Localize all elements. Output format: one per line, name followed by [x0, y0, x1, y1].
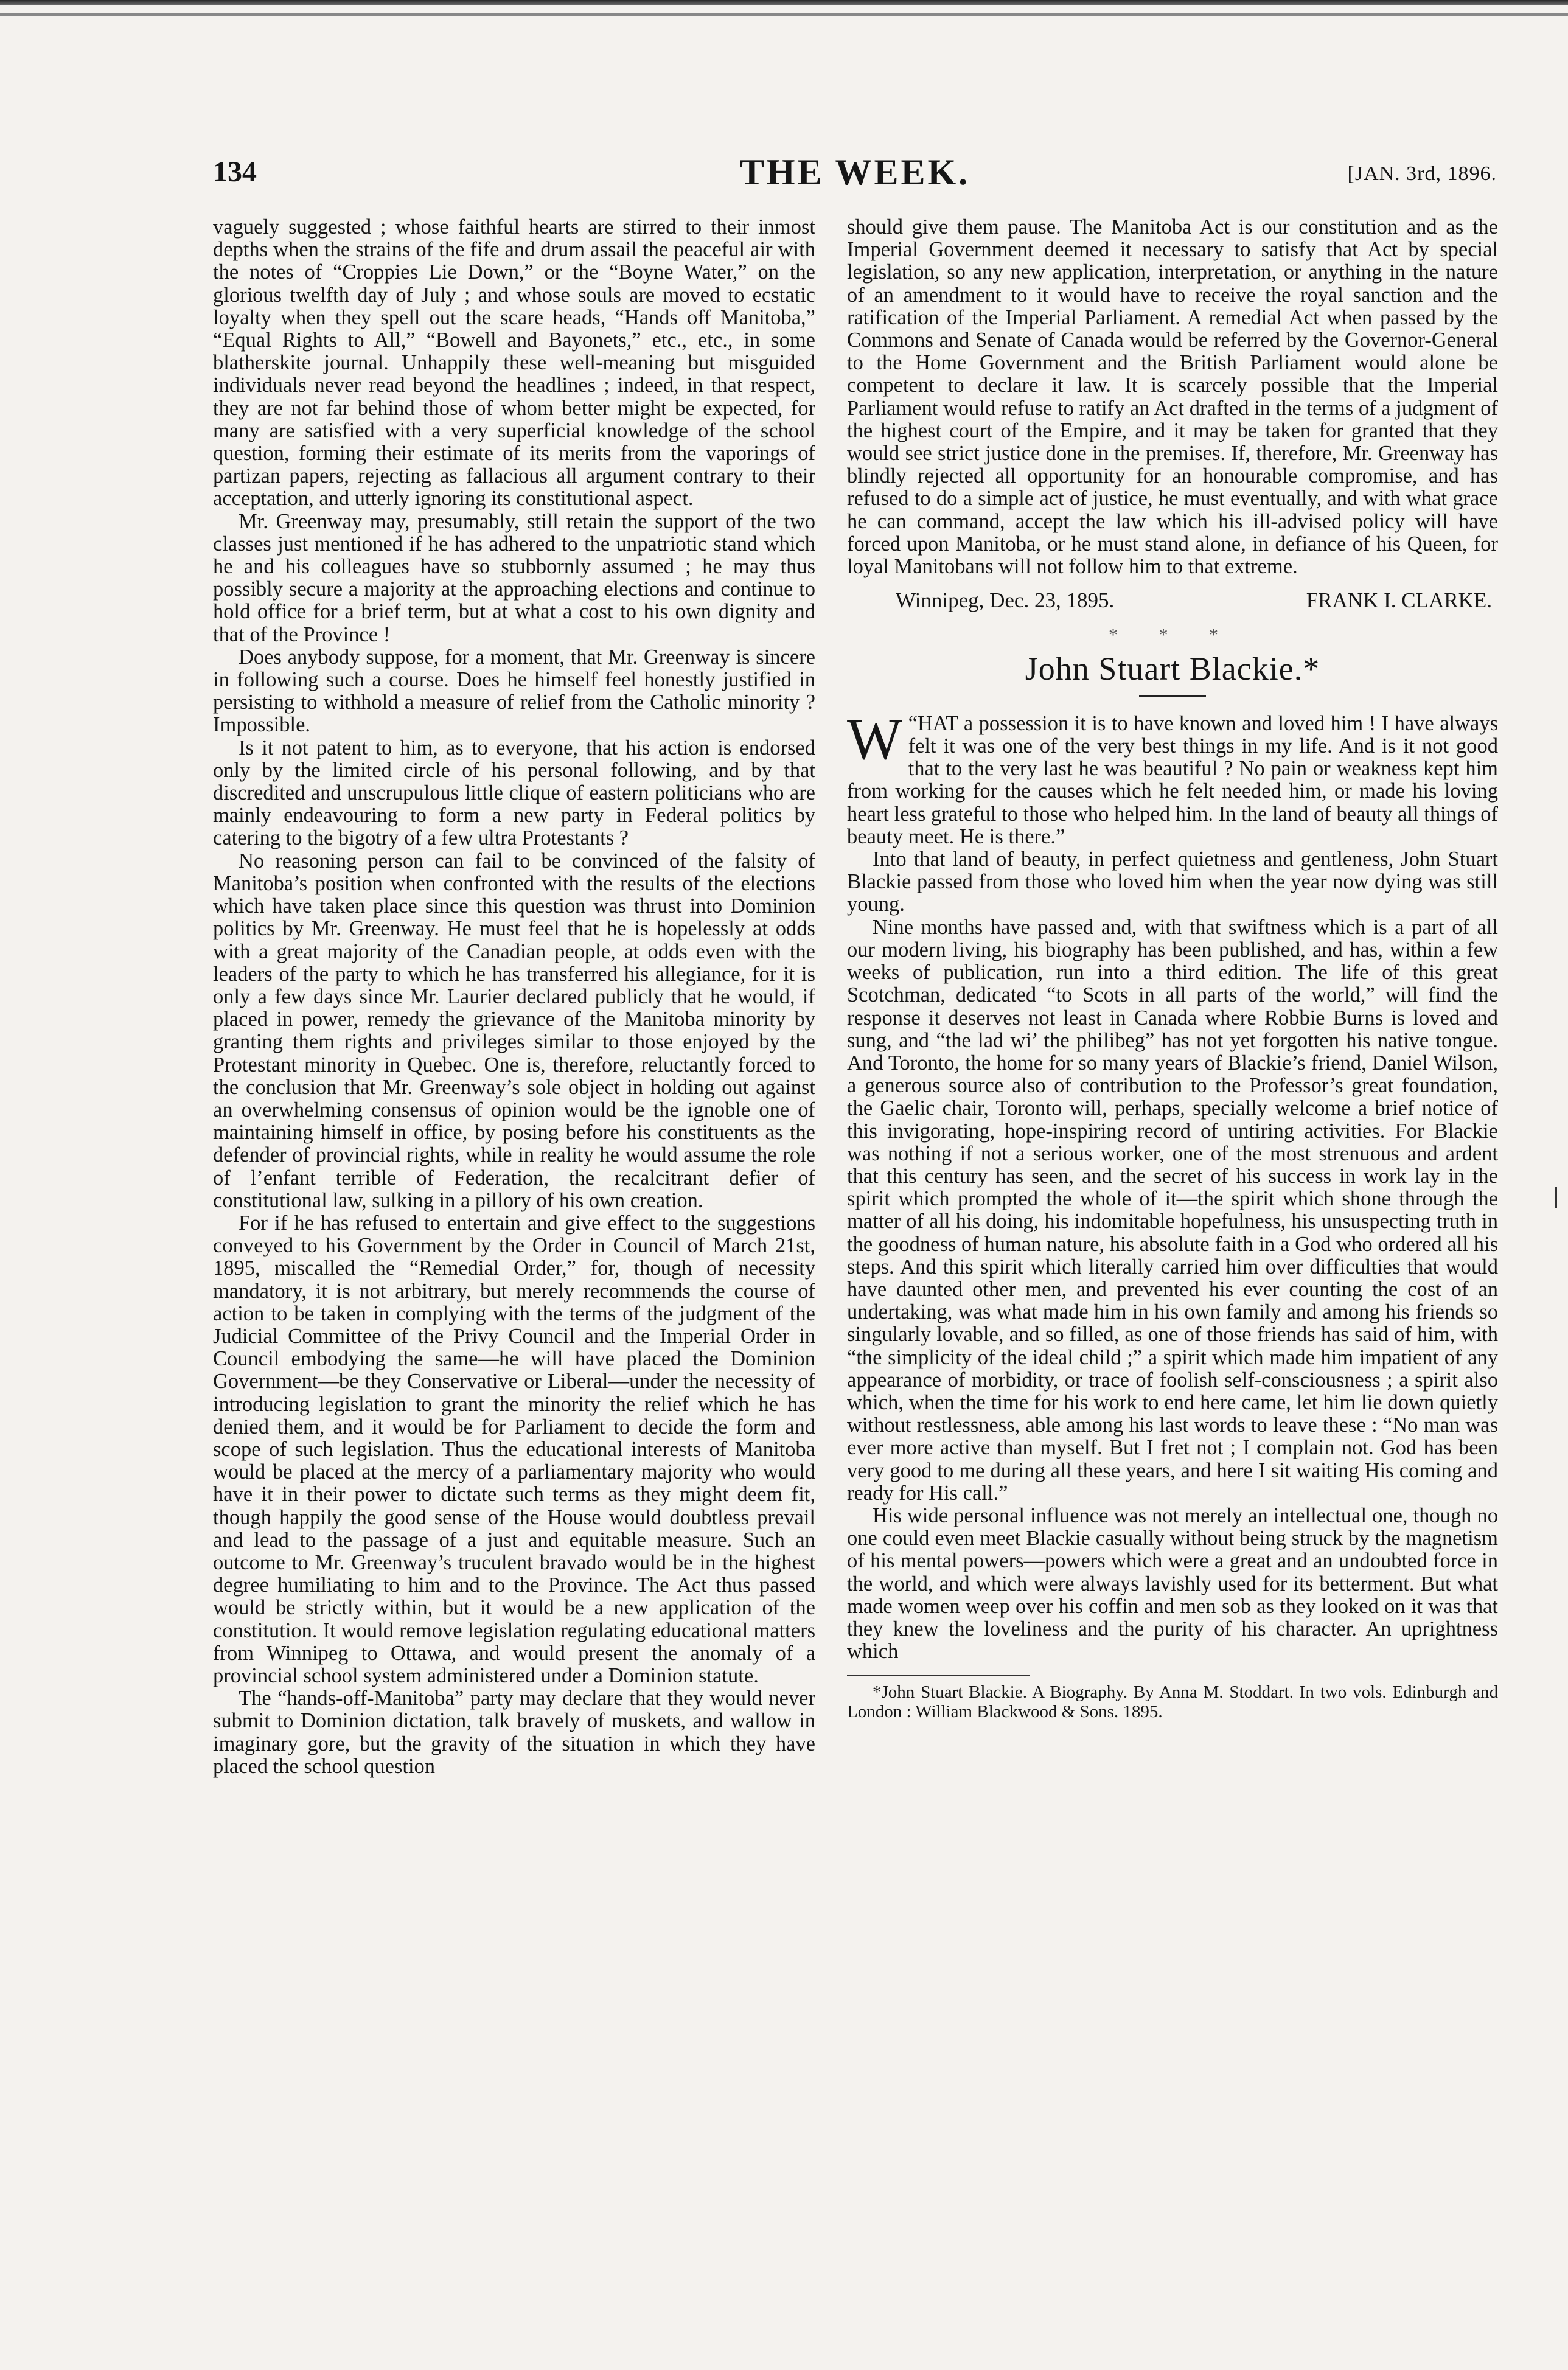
- paragraph: Is it not patent to him, as to everyone, that his action is endorsed only by the limited circle of his personal following, and by that discredited and unscrupulous little clique of eastern politicians who are mainly endeavouring to form a new party in Federal politics by catering to the bigotry of a few ultra Protestants ?: [213, 736, 815, 850]
- paragraph: vaguely suggested ; whose faithful hearts are stirred to their inmost depths when the strains of the fife and drum assail the peaceful air with the notes of “Croppies Lie Down,” or the “Boyne Water,” on the glorious twelfth day of July ; and whose souls are moved to ecstatic loyalty when they spell out the scare heads, “Hands off Manitoba,” “Equal Rights to All,” “Bowell and Bayonets,” etc., etc., in some blatherskite journal. Unhappily these well-meaning but misguided individuals never read beyond the headlines ; indeed, in that respect, they are not far behind those of whom better might be expected, for many are satisfied with a very superficial knowledge of the school question, forming their estimate of its merits from the vaporings of partizan papers, rejecting as fallacious all argument contrary to their acceptation, and utterly ignoring its constitutional aspect.: [213, 215, 815, 511]
- paragraph: Mr. Greenway may, presumably, still retain the support of the two classes just mentioned if he has adhered to the unpatriotic stand which he and his colleagues have so stubbornly assumed ; he may thus possibly secure a majority at the approaching elections and continue to hold office for a brief term, but at what a cost to his own dignity and that of the Province !: [213, 509, 815, 646]
- opening-paragraph: [847, 706, 1498, 848]
- dateline: [847, 589, 1498, 612]
- paragraph: For if he has refused to entertain and give effect to the suggestions conveyed to his Government by the Order in Council of March 21st, 1895, miscalled the “Remedial Order,” for, though of necessity mandatory, it is not arbitrary, but merely recommends the course of action to be taken in complying with the terms of the judgment of the Judicial Committee of the Privy Council and the Imperial Order in Council embodying the same—he will have placed the Dominion Government—be they Conservative or Liberal—under the necessity of introducing legislation to grant the minority the relief which he has denied them, and it would be for Parliament to decide the form and scope of such legislation. Thus the educational interests of Manitoba would be placed at the mercy of a parliamentary majority who would have it in their power to dictate such terms as they might deem fit, though happily the good sense of the House would doubtless prevail and lead to the passage of a just and equitable measure. Such an outcome to Mr. Greenway’s truculent bravado would be in the highest degree humiliating to him and to the Province. The Act thus passed would be strictly within, but it would be a new application of the constitution. It would remove legislation regulating educational matters from Winnipeg to Ottawa, and would present the anomaly of a provincial school system administered under a Dominion statute.: [213, 1211, 815, 1687]
- page-number: 134: [213, 156, 257, 188]
- footnote-rule: [847, 1675, 1030, 1676]
- top-border-rule: [0, 0, 1568, 5]
- footnote: *John Stuart Blackie. A Biography. By Anna M. Stoddart. In two vols. Edinburgh and London : William Blackwood & Sons. 1895.: [847, 1682, 1498, 1722]
- journal-title: THE WEEK.: [739, 152, 970, 192]
- section-separator: * * *: [1109, 625, 1236, 646]
- paragraph: Into that land of beauty, in perfect quietness and gentleness, John Stuart Blackie passed from those who loved him when the year now dying was still young.: [847, 848, 1498, 916]
- article-title: John Stuart Blackie.*: [1025, 650, 1320, 687]
- paragraph: The “hands-off-Manitoba” party may declare that they would never submit to Dominion dictation, talk bravely of muskets, and wallow in imaginary gore, but the gravity of the situation in which they have placed the school question: [213, 1687, 815, 1778]
- continuation-paragraph: should give them pause. The Manitoba Act is our constitution and as the Imperial Government deemed it necessary to satisfy that Act by special legislation, so any new application, interpretation, or anything in the nature of an amendment to it would have to receive the royal sanction and the ratification of the Imperial Parliament. A remedial Act when passed by the Commons and Senate of Canada would be referred by the Governor-General to the Home Government and the British Parliament would alone be competent to declare it law. It is scarcely possible that the Imperial Parliament would refuse to ratify an Act drafted in the terms of a judgment of the highest court of the Empire, and it may be taken for granted that they would see strict justice done in the premises. If, therefore, Mr. Greenway has blindly rejected all opportunity for an honourable compromise, and has refused to do a simple act of justice, he must eventually, and with what grace he can command, accept the law which his ill-advised policy will have forced upon Manitoba, or he must stand alone, in defiance of his Queen, for loyal Manitobans will not follow him to that extreme.: [847, 215, 1498, 579]
- left-column: [213, 216, 815, 1778]
- paragraph: His wide personal influence was not merely an intellectual one, though no one could even meet Blackie casually without being struck by the magnetism of his mental powers—powers which were a great and an undoubted force in the world, and which were always lavishly used for its betterment. But what made women weep over his coffin and men sob as they looked on it was that they knew the loveliness and the purity of his character. An uprightness which: [847, 1504, 1498, 1664]
- paragraph: Nine months have passed and, with that swiftness which is a part of all our modern living, his biography has been published, and has, within a few weeks of publication, run into a third edition. The life of this great Scotchman, dedicated “to Scots in all parts of the world,” will find the response it deserves not least in Canada where Robbie Burns is loved and sung, and “the lad wi’ the philibeg” has not yet forgotten his native tongue. And Toronto, the home for so many years of Blackie’s friend, Daniel Wilson, a generous source also of contribution to the Professor’s great foundation, the Gaelic chair, Toronto will, perhaps, specially welcome a brief notice of this invigorating, hope-inspiring record of untiring activities. For Blackie was nothing if not a serious worker, one of the most strenuous and ardent that this century has seen, and the secret of his success in work lay in the spirit which prompted the whole of it—the spirit which shone through the matter of all his doing, his indomitable hopefulness, his unsuspecting truth in the goodness of human nature, his absolute faith in a God who ordered all his steps. And this spirit which literally carried him over difficulties that would have daunted other men, and prevented his ever counting the cost of an undertaking, was what made him in his own family and among his friends so singularly lovable, and so filled, as one of those friends has said of him, with “the simplicity of the ideal child ;” a spirit which made him impatient of any appearance of morbidity, or trace of foolish self-consciousness ; a spirit also which, when the time for his work to end here came, let him lie down quietly without restlessness, able among his last words to leave these : “No man was ever more active than myself. But I fret not ; I complain not. God has been very good to me during all these years, and here I sit waiting His coming and ready for His call.”: [847, 915, 1498, 1505]
- dateline-author: FRANK I. CLARKE.: [1306, 588, 1492, 613]
- margin-mark: [1555, 1187, 1557, 1208]
- issue-date: [JAN. 3rd, 1896.: [1347, 162, 1497, 185]
- paragraph: No reasoning person can fail to be convinced of the falsity of Manitoba’s position when confronted with the results of the elections which have taken place since this question was thrust into Dominion politics by Mr. Greenway. He must feel that he is hopelessly at odds with a great majority of the Canadian people, at odds even with the leaders of the party to which he has transferred his allegiance, for it is only a few days since Mr. Laurier declared publicly that he would, if placed in power, remedy the grievance of the Manitoba minority by granting them rights and privileges similar to those enjoyed by the Protestant minority in Quebec. One is, therefore, reluctantly forced to the conclusion that Mr. Greenway’s sole object in holding out against an overwhelming consensus of opinion would be the ignoble one of maintaining himself in office, by posing before his constituents as the defender of provincial rights, while in reality he would assume the role of l’enfant terrible of Federation, the recalcitrant defier of constitutional law, sulking in a pillory of his own creation.: [213, 849, 815, 1212]
- running-head: [213, 149, 1497, 204]
- top-border-rule-thin: [0, 13, 1568, 16]
- paragraph: Does anybody suppose, for a moment, that Mr. Greenway is sincere in following such a course. Does he himself feel honestly justified in persisting to withhold a measure of relief from the Catholic minority ? Impossible.: [213, 645, 815, 737]
- opening-quote-mark: “: [908, 711, 918, 735]
- drop-cap: W: [847, 706, 902, 772]
- dateline-place: Winnipeg, Dec. 23, 1895.: [896, 588, 1115, 613]
- opening-text: HAT a possession it is to have known and loved him ! I have always felt it was one of the very best things in my life. And is it not good that to the very last he was beautiful ? No pain or weakness kept him from working for the causes which he felt needed him, or made his loving heart less grateful to those who helped him. In the land of beauty all things of beauty meet. He is there.”: [847, 711, 1498, 848]
- right-column: [847, 216, 1498, 1721]
- title-rule: [1139, 695, 1206, 697]
